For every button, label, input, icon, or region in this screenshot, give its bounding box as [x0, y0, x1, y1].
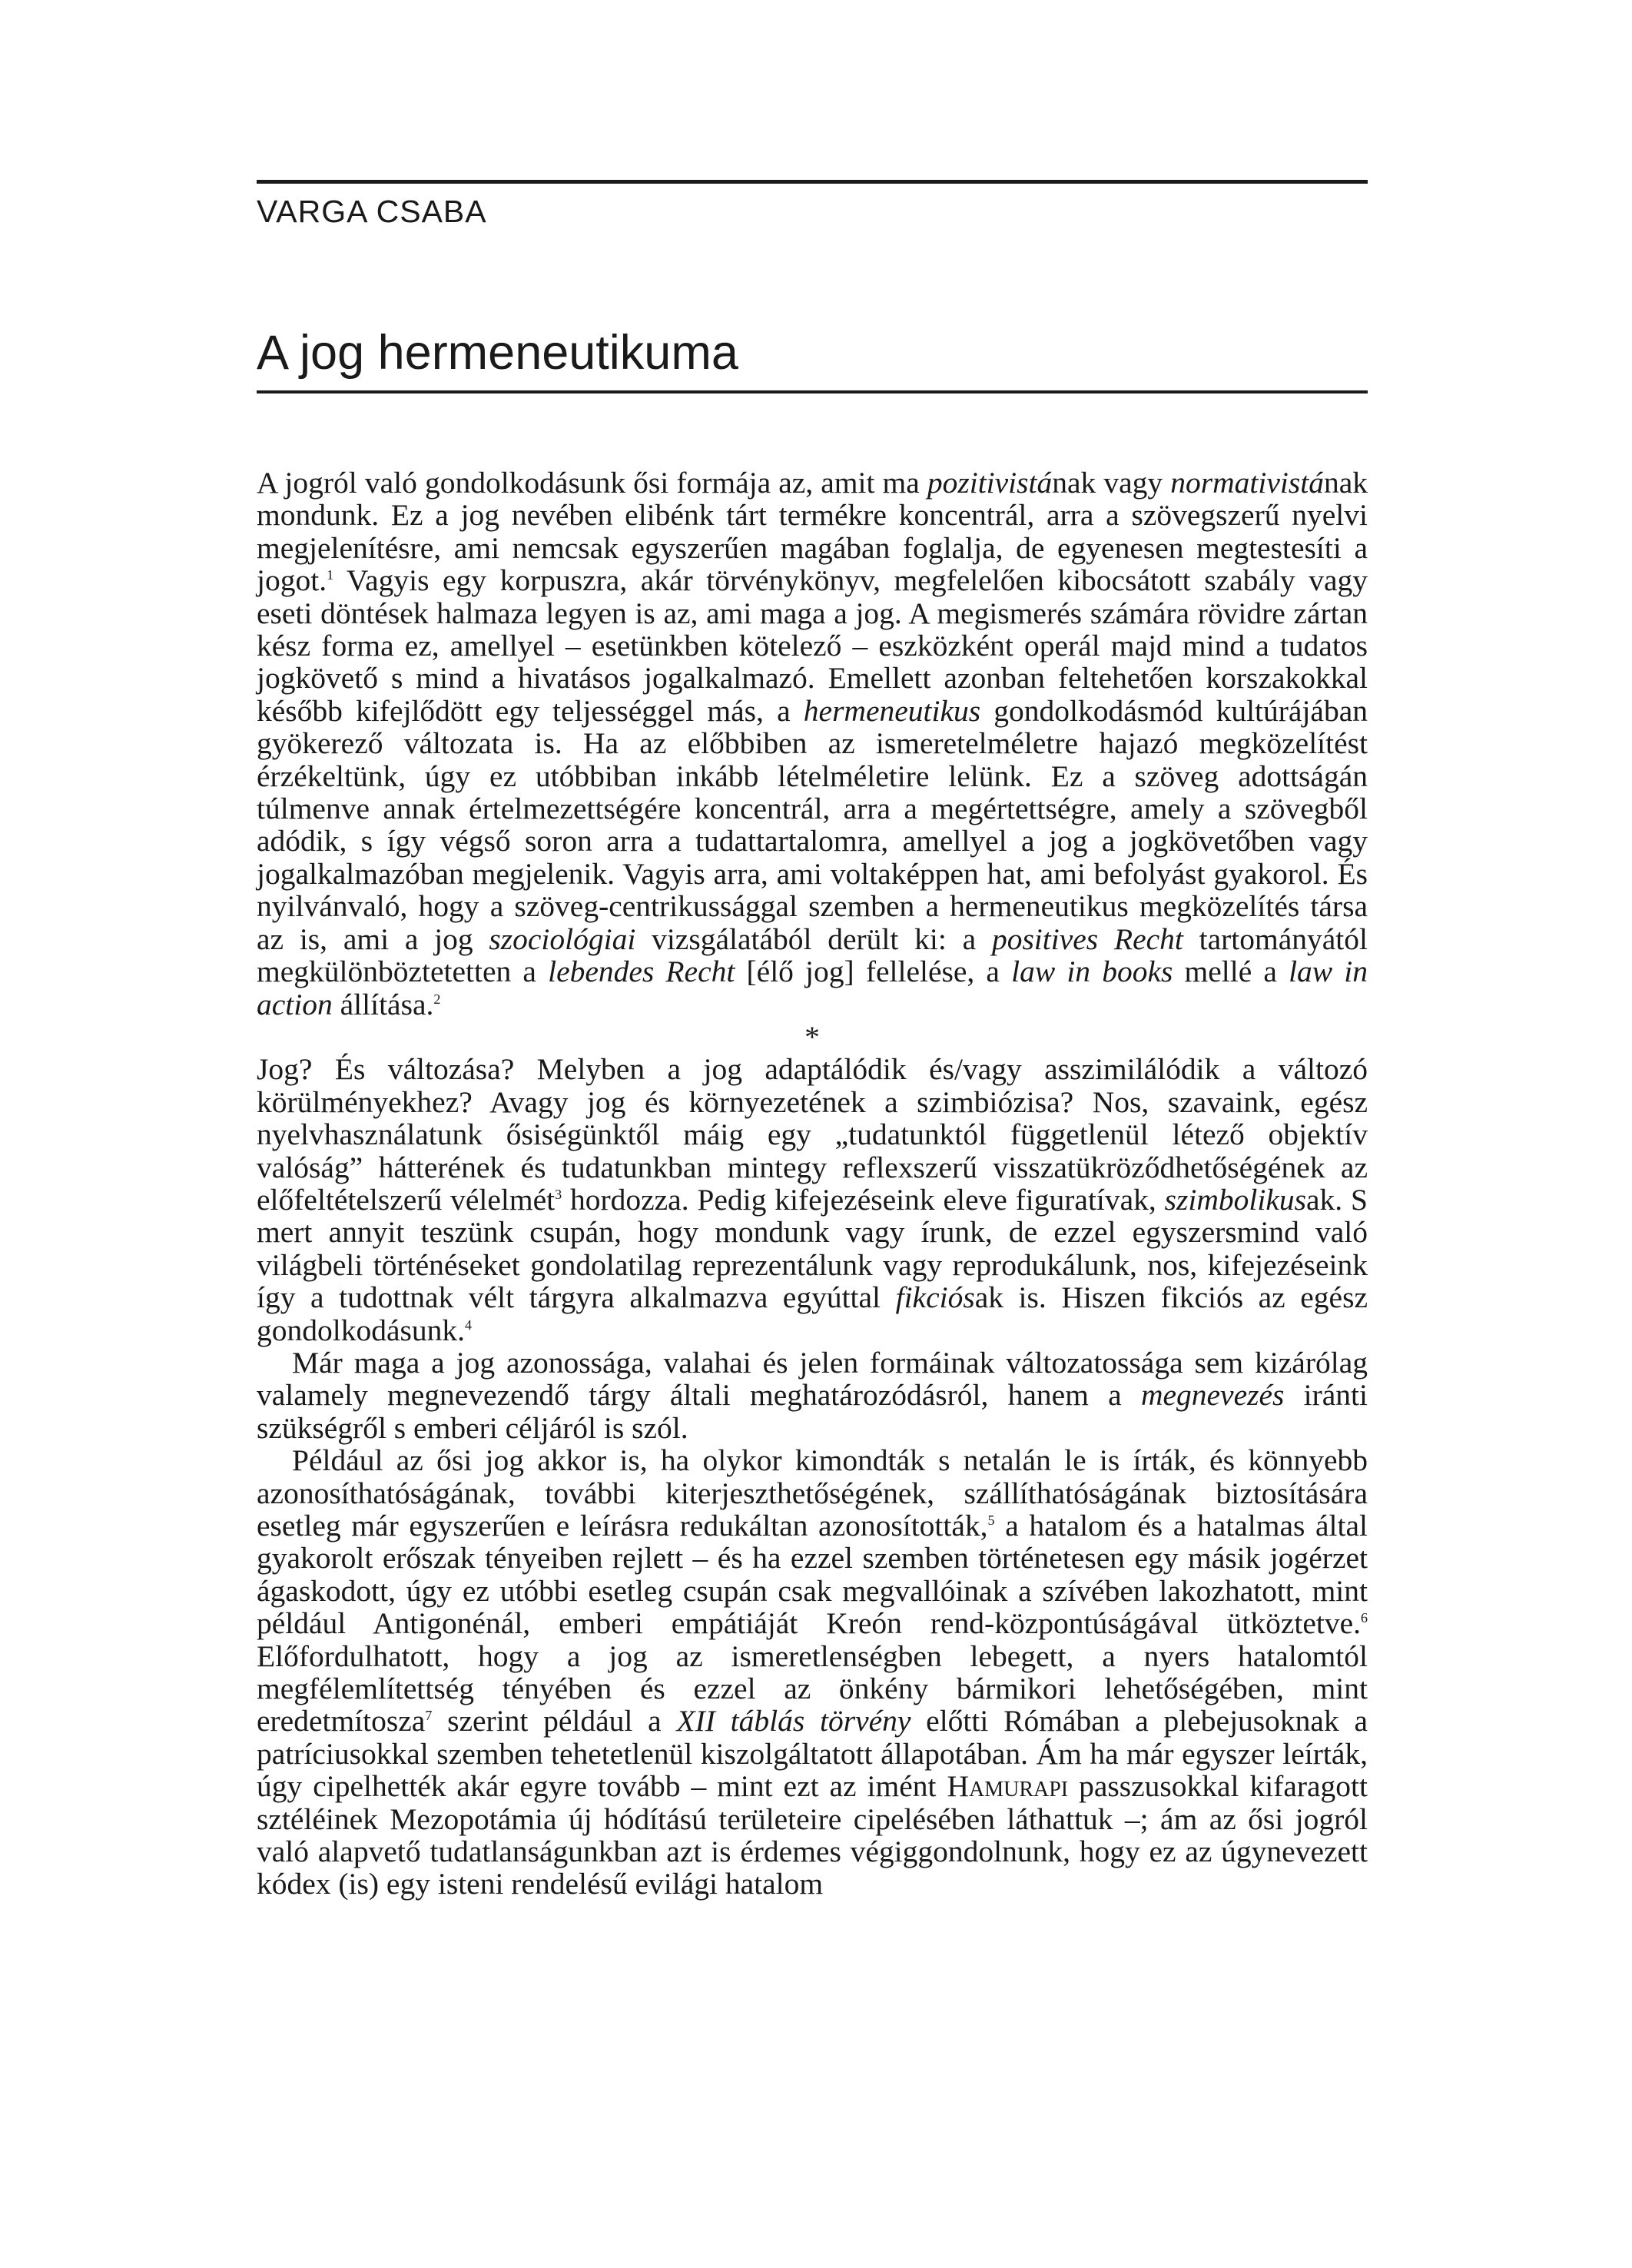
footnote-ref: 4 [465, 1317, 473, 1333]
article-title: A jog hermeneutikuma [257, 326, 738, 380]
emphasis-text: pozitivistá [927, 466, 1053, 500]
text-run: iránti szükségről s emberi céljáról is szól. [257, 1378, 1368, 1445]
text-run: Jog? És változása? Melyben a jog adaptálódik és/vagy asszimilálódik a változó körülményekhez? Avagy jog és környezetének a szimbiózisa? Nos, szavaink, egész nyelvhasználatunk ősiségünktől máig egy „tudatunktól függetlenül létező objektív valóság” hátterének és tudatunkban mintegy reflexszerű visszatükröződhetőségének az előfeltételszerű vélelmét [257, 1052, 1368, 1217]
paragraph [257, 1053, 1368, 1347]
text-run: mellé a [1173, 955, 1289, 989]
emphasis-text: positives Recht [991, 921, 1183, 956]
author-name: VARGA CSABA [257, 194, 487, 229]
footnote-ref: 7 [425, 1708, 433, 1724]
article-body [257, 467, 1368, 1901]
text-run: [élő jog] fellelése, a [735, 955, 1012, 989]
text-run: Már maga a jog azonossága, valahai és jelen formáinak változatossága sem kizárólag valamely megnevezendő tárgy általi meghatározódásról, hanem a [257, 1345, 1368, 1413]
footnote-ref: 6 [1361, 1610, 1368, 1626]
footnote-ref: 1 [327, 567, 334, 583]
header-rule [257, 180, 1368, 184]
emphasis-text: XII táblás törvény [676, 1704, 911, 1738]
text-run: a hatalom és a hatalmas által gyakorolt erőszak tényeiben rejlett – és ha ezzel szemben történetesen egy másik jogérzet ágaskodott, úgy ez utóbbi esetleg csupán csak megvallóinak a szívében lakozhatott, mint például Antigonénál, emberi empátiáját Kreón rend-központúságával ütköztetve. [257, 1508, 1368, 1641]
paragraph [257, 467, 1368, 1021]
emphasis-text: szociológiai [489, 921, 636, 956]
text-run: ak is. Hiszen fikciós az egész gondolkodásunk. [257, 1280, 1368, 1347]
emphasis-text: law in action [257, 955, 1368, 1021]
emphasis-text: fikciós [895, 1280, 975, 1315]
text-run: állítása. [332, 987, 434, 1021]
emphasis-text: normativistá [1170, 466, 1324, 500]
section-separator: * [804, 1019, 820, 1054]
paragraph [257, 1444, 1368, 1901]
text-run: nak mondunk. Ez a jog nevében elibénk tárt termékre koncentrál, arra a szövegszerű nyelvi megjelenítésre, ami nemcsak egyszerűen magában foglalja, de egyenesen megtestesíti a jogot. [257, 466, 1368, 598]
text-run: passzusokkal kifaragott sztéléinek Mezopotámia új hódítású területeire cipelésében láthattuk –; ám az ősi jogról való alapvető tudatlanságunkban azt is érdemes végiggondolnunk, hogy ez az úgynevezett kódex (is) egy isteni rendelésű evilági hatalom [257, 1769, 1368, 1901]
footnote-ref: 2 [433, 991, 441, 1007]
footnote-ref: 3 [555, 1186, 562, 1202]
text-run: Előfordulhatott, hogy a jog az ismeretlenségben lebegett, a nyers hatalomtól megfélemlítettség tényében és ezzel az önkény bármikori lehetőségében, mint eredetmítosza [257, 1639, 1368, 1738]
text-run: előtti Rómában a plebejusoknak a patríciusokkal szemben tehetetlenül kiszolgáltatott állapotában. Ám ha már egyszer leírták, úgy cipelhették akár egyre tovább – mint ezt az imént [257, 1704, 1368, 1804]
text-run: A jogról való gondolkodásunk ősi formája az, amit ma [257, 466, 927, 500]
text-run: ak. S mert annyit teszünk csupán, hogy mondunk vagy írunk, de ezzel egyszersmind való világbeli történéseket gondolatilag reprezentálunk vagy reprodukálunk, nos, kifejezéseink így a tudottnak vélt tárgyra alkalmazva egyúttal [257, 1182, 1368, 1315]
emphasis-text: szimbolikus [1164, 1182, 1307, 1217]
paragraph [257, 1347, 1368, 1444]
emphasis-text: megnevezés [1140, 1378, 1285, 1413]
text-run: Például az ősi jog akkor is, ha olykor kimondták s netalán le is írták, és könnyebb azonosíthatóságának, további kiterjeszthetőségének, szállíthatóságának biztosítására esetleg már egyszerűen e leírásra redukáltan azonosították, [257, 1443, 1368, 1542]
emphasis-text: law in books [1011, 955, 1173, 989]
text-run: szerint például a [432, 1704, 677, 1738]
title-rule [257, 390, 1368, 393]
text-run: hordozza. Pedig kifejezéseink eleve figuratívak, [562, 1182, 1165, 1217]
text-run: gondolkodásmód kultúrájában gyökerező változata is. Ha az előbbiben az ismeretelméletre hajazó megközelítést érzékeltünk, úgy ez utóbbiban inkább lételméletire lelünk. Ez a szöveg adottságán túlmenve annak értelmezettségére koncentrál, arra a megértettségre, amely a szövegből adódik, s így végső soron arra a tudattartalomra, amellyel a jog a jogkövetőben vagy jogalkalmazóban megjelenik. Vagyis arra, ami voltaképpen hat, ami befolyást gyakorol. És nyilvánvaló, hogy a szöveg-centrikussággal szemben a hermeneutikus megközelítés társa az is, ami a jog [257, 693, 1368, 956]
text-run: tartományától megkülönböztetetten a [257, 921, 1368, 989]
small-caps-name: Hamurapi [947, 1769, 1069, 1804]
text-run: vizsgálatából derült ki: a [635, 921, 992, 956]
footnote-ref: 5 [987, 1512, 995, 1528]
text-run: nak vagy [1052, 466, 1171, 500]
emphasis-text: lebendes Recht [548, 955, 735, 989]
text-run: Vagyis egy korpuszra, akár törvénykönyv, megfelelően kibocsátott szabály vagy eseti döntések halmaza legyen is az, ami maga a jog. A megismerés számára rövidre zártan kész forma ez, amellyel – esetünkben kötelező – eszközként operál majd mind a tudatos jogkövető s mind a hivatásos jogalkalmazó. Emellett azonban feltehetően korszakokkal később kifejlődött egy teljességgel más, a [257, 563, 1368, 728]
emphasis-text: hermeneutikus [803, 693, 981, 728]
